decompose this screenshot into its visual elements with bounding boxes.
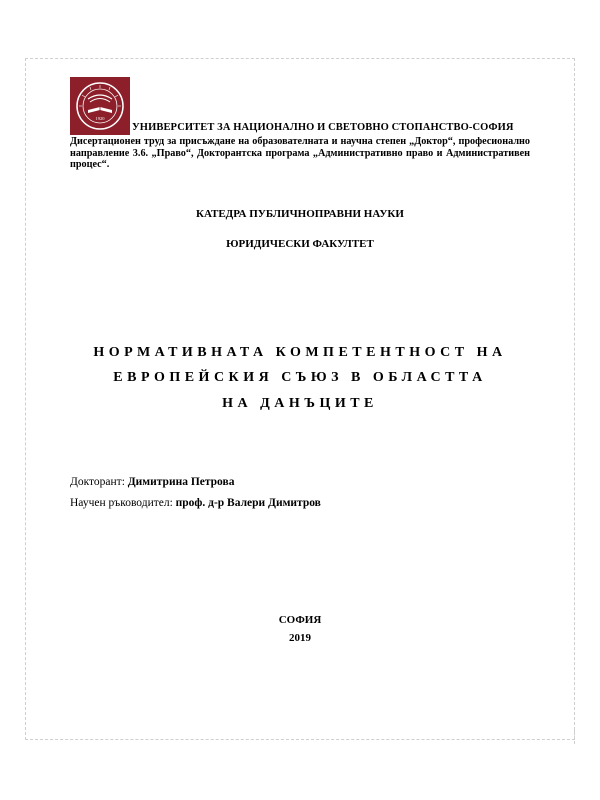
doctorant-name: Димитрина Петрова (127, 476, 235, 488)
city: СОФИЯ (278, 614, 322, 626)
logo-year-text: 1920 (95, 116, 105, 121)
dissertation-note: Дисертационен труд за присъждане на образователната и научна степен „Доктор“, професионално направление 3.6. „Право“, Докторантска програма „Административно право и Административен процес“. (70, 136, 530, 170)
thesis-title-line-3: НА ДАНЪЦИТЕ (222, 396, 378, 411)
supervisor-line (70, 497, 321, 509)
supervisor-label: Научен ръководител: (70, 497, 173, 509)
university-logo-icon (70, 77, 130, 135)
year: 2019 (289, 632, 311, 644)
doctorant-label: Докторант: (70, 476, 125, 488)
university-name: УНИВЕРСИТЕТ ЗА НАЦИОНАЛНО И СВЕТОВНО СТОПАНСТВО-СОФИЯ (132, 122, 514, 133)
thesis-title-line-2: ЕВРОПЕЙСКИЯ СЪЮЗ В ОБЛАСТТА (113, 370, 487, 385)
supervisor-name: проф. д-р Валери Димитров (175, 497, 321, 509)
faculty-name: ЮРИДИЧЕСКИ ФАКУЛТЕТ (226, 238, 374, 250)
university-seal-icon (70, 77, 130, 135)
thesis-title-line-1: НОРМАТИВНАТА КОМПЕТЕНТНОСТ НА (93, 345, 507, 360)
department-name: КАТЕДРА ПУБЛИЧНОПРАВНИ НАУКИ (196, 208, 404, 220)
page-border-tick (574, 730, 578, 744)
doctorant-line (70, 476, 234, 488)
